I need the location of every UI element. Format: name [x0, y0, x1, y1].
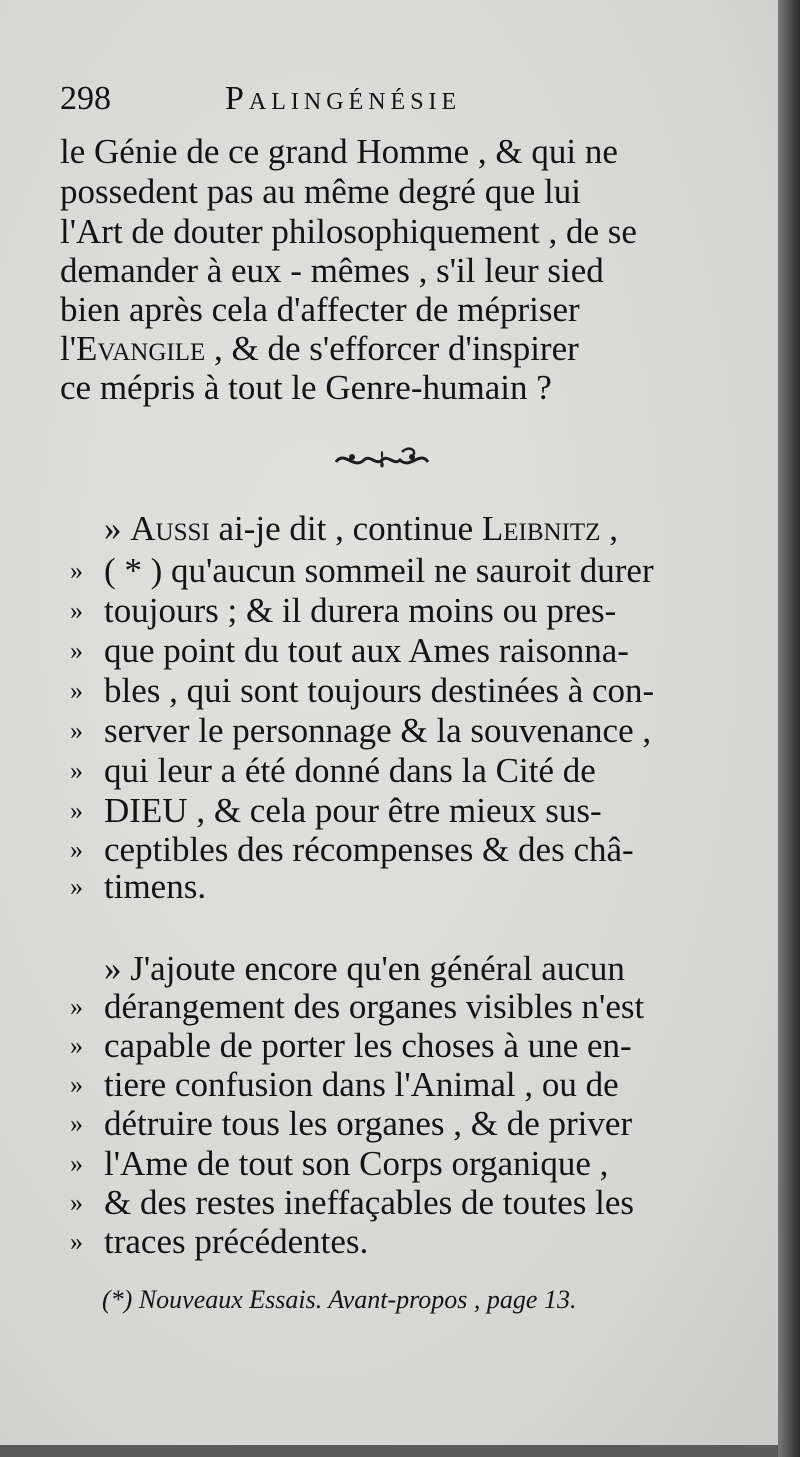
quote-mark: »	[70, 835, 83, 864]
quote-mark: »	[70, 1109, 83, 1138]
leibnitz-name: Leibnitz	[481, 509, 601, 548]
text-line: » timens.	[70, 867, 207, 906]
quote-mark: »	[70, 992, 83, 1021]
text-line: » traces précédentes.	[70, 1222, 369, 1261]
text-line: » qui leur a été donné dans la Cité de	[70, 751, 596, 790]
quote-mark: »	[70, 796, 83, 825]
text-line: » tiere confusion dans l'Animal , ou de	[70, 1065, 619, 1104]
text-line: » que point du tout aux Ames raisonna-	[70, 631, 629, 670]
quote-mark: »	[70, 1031, 83, 1060]
footnote: (*) Nouveaux Essais. Avant-propos , page 13.	[102, 1285, 577, 1314]
text-line: » ( * ) qu'aucun sommeil ne sauroit durer	[70, 551, 654, 590]
text-line: » toujours ; & il durera moins ou pres-	[70, 591, 617, 630]
text-line: ce mépris à tout le Genre-humain ?	[60, 368, 552, 407]
text-line: » Aussi ai-je dit , continue Leibnitz ,	[104, 509, 618, 548]
quote-mark: »	[70, 1188, 83, 1217]
text-line: » bles , qui sont toujours destinées à con-	[70, 671, 655, 710]
quote-mark: »	[70, 872, 83, 901]
page-number: 298	[60, 80, 111, 117]
text-line: l'Evangile , & de s'efforcer d'inspirer	[60, 329, 579, 368]
text-line: demander à eux - mêmes , s'il leur sied	[60, 251, 604, 290]
text-line: » capable de porter les choses à une en-	[70, 1026, 632, 1065]
quote-mark: »	[70, 596, 83, 625]
quote-mark: »	[70, 1149, 83, 1178]
text-line: le Génie de ce grand Homme , & qui ne	[60, 132, 618, 171]
quote-mark: »	[70, 756, 83, 785]
text-line: possedent pas au même degré que lui	[60, 172, 581, 211]
quote-mark: »	[70, 636, 83, 665]
aussi-word: Aussi	[130, 509, 210, 548]
quote-mark: »	[70, 716, 83, 745]
quote-mark: »	[70, 1227, 83, 1256]
evangile-word: Evangile	[76, 329, 206, 368]
quote-mark: »	[70, 1070, 83, 1099]
text-line: » détruire tous les organes , & de priver	[70, 1104, 633, 1143]
text-line: » l'Ame de tout son Corps organique ,	[70, 1144, 609, 1183]
text-line: » dérangement des organes visibles n'est	[70, 987, 645, 1026]
text-line: » & des restes ineffaçables de toutes les	[70, 1183, 635, 1222]
running-title: Palingénésie	[225, 80, 462, 117]
quote-mark: »	[70, 556, 83, 585]
text-line: » DIEU , & cela pour être mieux sus-	[70, 791, 602, 830]
text-line: » server le personnage & la souvenance ,	[70, 711, 652, 750]
fleuron-ornament	[332, 440, 432, 478]
quote-mark: »	[70, 676, 83, 705]
text-line: » J'ajoute encore qu'en général aucun	[104, 949, 625, 988]
text-line: l'Art de douter philosophiquement , de se	[60, 212, 637, 251]
text-line: bien après cela d'affecter de mépriser	[60, 290, 580, 329]
page-header	[60, 74, 700, 124]
book-spine-shadow	[778, 0, 800, 1457]
text-line: » ceptibles des récompenses & des châ-	[70, 830, 634, 869]
